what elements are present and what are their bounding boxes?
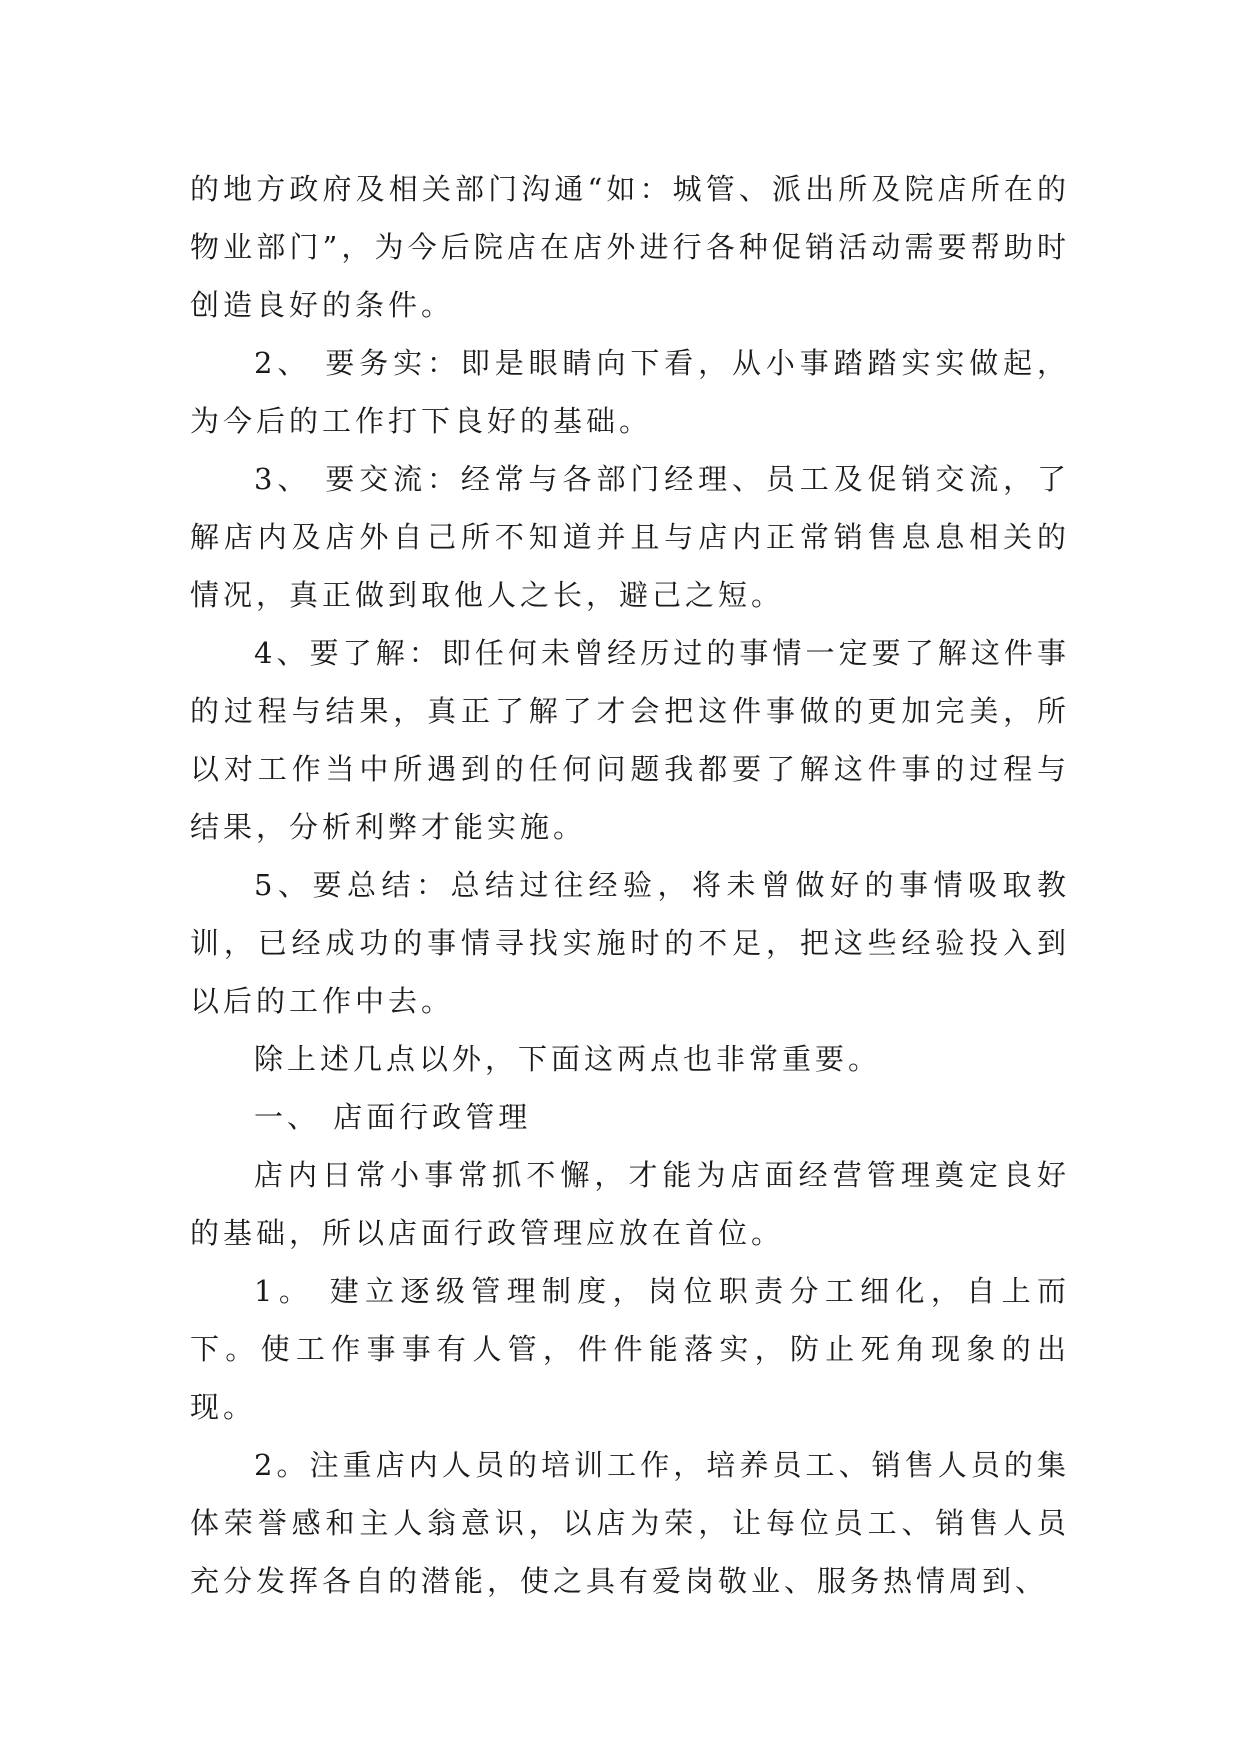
paragraph-section-intro: 店内日常小事常抓不懈，才能为店面经营管理奠定良好的基础，所以店面行政管理应放在首位。	[190, 1158, 1070, 1250]
paragraph-continuation: 的地方政府及相关部门沟通“如：城管、派出所及院店所在的物业部门”，为今后院店在店外进行各种促销活动需要帮助时创造良好的条件。	[190, 172, 1070, 322]
paragraph-item-2: 2、 要务实：即是眼睛向下看，从小事踏踏实实做起，为今后的工作打下良好的基础。	[190, 346, 1070, 438]
paragraph-sub-item-2: 2。注重店内人员的培训工作，培养员工、销售人员的集体荣誉感和主人翁意识，以店为荣，让每位员工、销售人员充分发挥各自的潜能，使之具有爱岗敬业、服务热情周到、	[190, 1448, 1070, 1598]
paragraph-item-5: 5、要总结：总结过往经验，将未曾做好的事情吸取教训，已经成功的事情寻找实施时的不足，把这些经验投入到以后的工作中去。	[190, 868, 1070, 1018]
paragraph-item-4: 4、要了解：即任何未曾经历过的事情一定要了解这件事的过程与结果，真正了解了才会把这件事做的更加完美，所以对工作当中所遇到的任何问题我都要了解这件事的过程与结果，分析利弊才能实施。	[190, 636, 1070, 844]
paragraph-transition: 除上述几点以外，下面这两点也非常重要。	[254, 1042, 882, 1076]
document-body	[190, 160, 1070, 1610]
section-heading-1: 一、 店面行政管理	[254, 1100, 532, 1134]
paragraph-sub-item-1: 1。 建立逐级管理制度，岗位职责分工细化，自上而下。使工作事事有人管，件件能落实，防止死角现象的出现。	[190, 1274, 1070, 1424]
paragraph-item-3: 3、 要交流：经常与各部门经理、员工及促销交流，了解店内及店外自己所不知道并且与店内正常销售息息相关的情况，真正做到取他人之长，避己之短。	[190, 462, 1070, 612]
